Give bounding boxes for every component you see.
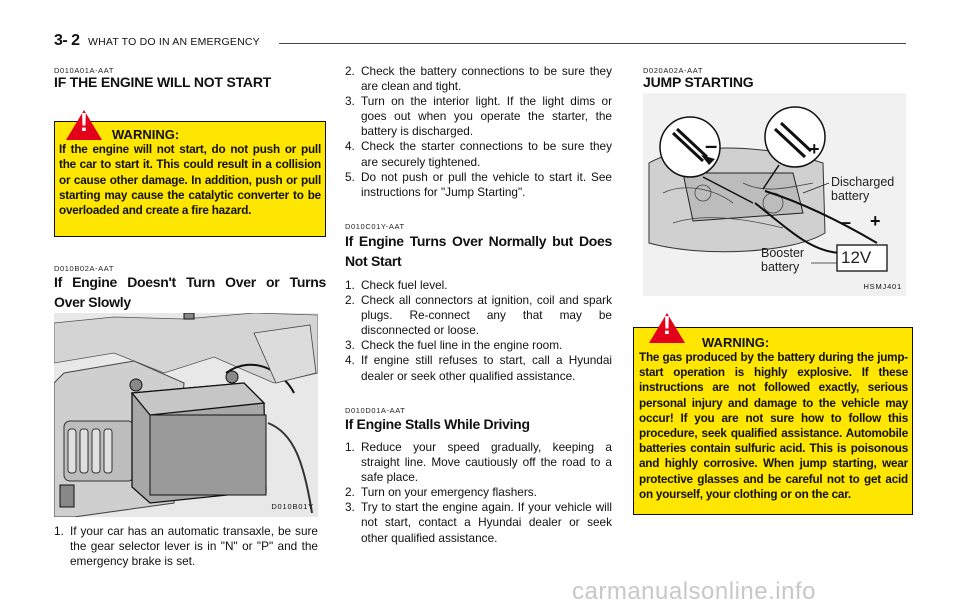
exclamation-icon: ! — [79, 107, 89, 137]
steps-list-no-start — [345, 278, 612, 384]
step-number: 4. — [345, 353, 355, 368]
step-number: 1. — [345, 278, 355, 292]
section-code: D010B02A-AAT — [54, 264, 115, 273]
step-number: 5. — [345, 169, 355, 184]
heading-turns-over-not-start: If Engine Turns Over Normally but Does — [345, 233, 612, 249]
battery-minus: – — [841, 212, 852, 232]
discharged-line2: battery — [831, 189, 870, 203]
discharged-battery-label — [831, 175, 894, 203]
booster-battery-label — [761, 246, 804, 274]
section-code: D010A01A-AAT — [54, 66, 115, 75]
discharged-line1: Discharged — [831, 175, 895, 189]
steps-list-left — [54, 524, 318, 569]
step-number: 3. — [345, 500, 355, 515]
step-number: 4. — [345, 139, 355, 154]
warning-text: If the engine will not start, do not push or pull the car to start it. This could result in a collision or cause other damage. In addition, push or pull starting may cause the catalytic converter to be overloaded and create a fire hazard. — [59, 143, 321, 218]
battery-voltage: 12V — [841, 248, 872, 267]
list-item — [345, 293, 612, 338]
warning-box — [54, 107, 326, 237]
step-number: 3. — [345, 338, 355, 353]
exclamation-icon: ! — [662, 310, 672, 340]
step-text: Turn on your emergency flashers. — [361, 485, 537, 500]
step-text: Try to start the engine again. If your vehicle will not start, contact a Hyundai dealer or seek other qualified assistance. — [361, 500, 612, 545]
list-item — [345, 94, 612, 139]
step-text: Turn on the interior light. If the light dims or goes out when you operate the starter, the battery is discharged. — [361, 94, 612, 139]
section-code: D010D01A-AAT — [345, 406, 406, 415]
step-number: 2. — [345, 485, 355, 500]
section-code: D020A02A-AAT — [643, 66, 704, 75]
step-number: 3. — [345, 94, 355, 109]
step-number: 2. — [345, 64, 355, 78]
warning-box — [633, 310, 913, 515]
list-item — [345, 139, 612, 169]
jump-start-diagram — [643, 93, 906, 296]
list-item — [345, 500, 612, 545]
engine-battery-photo — [54, 313, 318, 517]
list-item — [345, 485, 612, 500]
header-rule — [279, 43, 906, 44]
section-title: WHAT TO DO IN AN EMERGENCY — [88, 36, 260, 48]
booster-line2: battery — [761, 260, 800, 274]
heading-stalls-while-driving: If Engine Stalls While Driving — [345, 416, 530, 432]
steps-list-stalls — [345, 440, 612, 546]
step-text: Check fuel level. — [361, 278, 448, 292]
list-item — [345, 170, 612, 200]
diagram-label: HSMJ401 — [863, 282, 902, 291]
heading-doesnt-turn-over-line2: Over Slowly — [54, 294, 131, 310]
steps-list-battery — [345, 64, 612, 200]
warning-title: WARNING: — [702, 335, 770, 350]
step-number: 2. — [345, 293, 355, 308]
step-number: 1. — [345, 440, 355, 454]
step-text: Do not push or pull the vehicle to start it. See instructions for "Jump Starting". — [361, 169, 612, 199]
list-item — [345, 64, 612, 94]
heading-turns-over-not-start-line2: Not Start — [345, 253, 402, 269]
step-text: Check the fuel line in the engine room. — [361, 338, 563, 353]
step-text: Reduce your speed gradually, keeping a straight line. Move cautiously off the road to a safe place. — [361, 440, 612, 485]
list-item — [345, 440, 612, 485]
step-text: Check the starter connections to be sure they are securely tightened. — [361, 139, 612, 169]
step-text: Check the battery connections to be sure they are clean and tight. — [361, 64, 612, 94]
heading-jump-starting: JUMP STARTING — [643, 74, 754, 90]
list-item — [345, 278, 612, 293]
list-item — [54, 524, 318, 569]
step-text: Check all connectors at ignition, coil and spark plugs. Re-connect any that may be disconnected or loose. — [361, 293, 612, 338]
battery-illustration — [54, 313, 318, 517]
minus-sign-icon: – — [705, 133, 718, 158]
list-item — [345, 353, 612, 383]
heading-engine-will-not-start: IF THE ENGINE WILL NOT START — [54, 74, 272, 90]
heading-doesnt-turn-over: If Engine Doesn't Turn Over or Turns — [54, 274, 326, 290]
list-item — [345, 338, 612, 353]
watermark: carmanualsonline.info — [572, 578, 816, 605]
photo-label: D010B01Y — [271, 502, 314, 511]
section-code: D010C01Y-AAT — [345, 222, 405, 231]
battery-plus: + — [870, 211, 881, 231]
warning-title: WARNING: — [112, 127, 180, 142]
step-text: If your car has an automatic transaxle, be sure the gear selector lever is in "N" or "P" and the emergency brake is set. — [70, 524, 318, 569]
page-number: 3- 2 — [54, 32, 80, 49]
page-header — [54, 32, 914, 52]
plus-sign-icon: + — [809, 139, 820, 159]
step-text: If engine still refuses to start, call a Hyundai dealer or seek other qualified assistance. — [361, 353, 612, 383]
warning-text: The gas produced by the battery during the jump-start operation is highly explosive. If these instructions are not followed exactly, serious personal injury and damage to the vehicle may occur! If you are not sure how to follow this procedure, seek qualified assistance. Automobile batteries contain sulfuric acid. This is poisonous and highly corrosive. When jump starting, wear protective glasses and be careful not to get acid on yourself, your clothing or on the car. — [639, 351, 908, 501]
step-number: 1. — [54, 524, 64, 538]
booster-line1: Booster — [761, 246, 805, 260]
